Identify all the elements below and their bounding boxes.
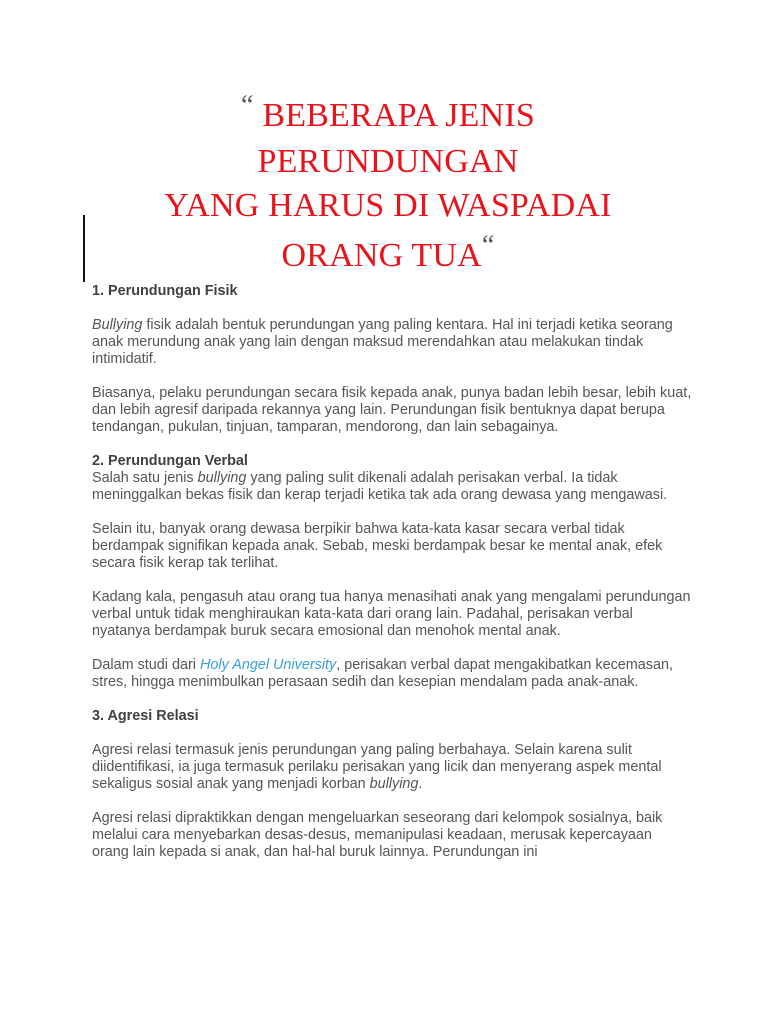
paragraph-text: yang paling sulit dikenali adalah perisakan verbal. Ia tidak meninggalkan bekas fisik dan kerap terjadi ketika tak ada orang dewasa yang mengawasi. bbox=[92, 470, 668, 503]
paragraph-text: Agresi relasi termasuk jenis perundungan yang paling berbahaya. Selain karena sulit diidentifikasi, ia juga termasuk perilaku perisakan yang licik dan menyerang aspek mental sekaligus sosial anak yang menjadi korban bbox=[92, 742, 662, 792]
paragraph: Biasanya, pelaku perundungan secara fisik kepada anak, punya badan lebih besar, lebih kuat, dan lebih agresif daripada rekannya yang lain. Perundungan fisik bentuknya dapat berupa tendangan, pukulan, tinjuan, tamparan, mendorong, dan lain sebagainya. bbox=[92, 385, 692, 435]
paragraph: Agresi relasi dipraktikkan dengan mengeluarkan seseorang dari kelompok sosialnya, baik melalui cara menyebarkan desas-desus, memanipulasi keadaan, merusak kepercayaan orang lain kepada si anak, dan hal-hal buruk lainnya. Perundungan ini bbox=[92, 810, 663, 860]
document-title bbox=[0, 90, 768, 280]
paragraph bbox=[92, 317, 692, 368]
paragraph bbox=[92, 742, 692, 793]
open-quote-mark: “ bbox=[240, 90, 254, 121]
section-heading-relational: 3. Agresi Relasi bbox=[92, 708, 199, 724]
paragraph-text: , perisakan verbal dapat mengakibatkan kecemasan, stres, hingga menimbulkan perasaan sedih dan kesepian mendalam pada anak-anak. bbox=[92, 657, 674, 690]
paragraph: Selain itu, banyak orang dewasa berpikir bahwa kata-kata kasar secara verbal tidak berdampak signifikan kepada anak. Sebab, meski berdampak besar ke mental anak, efek secara fisik kerap tak terlihat. bbox=[92, 521, 663, 571]
paragraph-text: . bbox=[418, 776, 423, 792]
holy-angel-university-link[interactable]: Holy Angel University bbox=[199, 657, 337, 673]
title-line-4-text: ORANG TUA bbox=[281, 237, 482, 274]
paragraph bbox=[92, 470, 692, 504]
paragraph-text: fisik adalah bentuk perundungan yang paling kentara. Hal ini terjadi ketika seorang anak merundung anak yang lain dengan maksud merendahkan atau melakukan tindak intimidatif. bbox=[92, 317, 673, 367]
title-line-1 bbox=[0, 90, 768, 140]
article-body bbox=[92, 283, 692, 861]
title-line-2: PERUNDUNGAN bbox=[257, 143, 519, 180]
emphasis-text: Bullying bbox=[92, 317, 143, 333]
section-heading-verbal: 2. Perundungan Verbal bbox=[92, 453, 248, 469]
title-line-1-text: BEBERAPA JENIS bbox=[262, 97, 536, 134]
close-quote-mark: “ bbox=[481, 230, 495, 261]
title-line-4 bbox=[0, 230, 768, 280]
paragraph-text: Dalam studi dari bbox=[92, 657, 200, 673]
emphasis-text: bullying bbox=[369, 776, 419, 792]
paragraph bbox=[92, 657, 692, 691]
section-heading-physical: 1. Perundungan Fisik bbox=[92, 283, 238, 299]
paragraph-text: Salah satu jenis bbox=[92, 470, 198, 486]
title-line-3: YANG HARUS DI WASPADAI bbox=[164, 187, 612, 224]
paragraph: Kadang kala, pengasuh atau orang tua hanya menasihati anak yang mengalami perundungan verbal untuk tidak menghiraukan kata-kata dari orang lain. Padahal, perisakan verbal nyatanya berdampak buruk secara emosional dan menohok mental anak. bbox=[92, 589, 691, 639]
emphasis-text: bullying bbox=[197, 470, 247, 486]
